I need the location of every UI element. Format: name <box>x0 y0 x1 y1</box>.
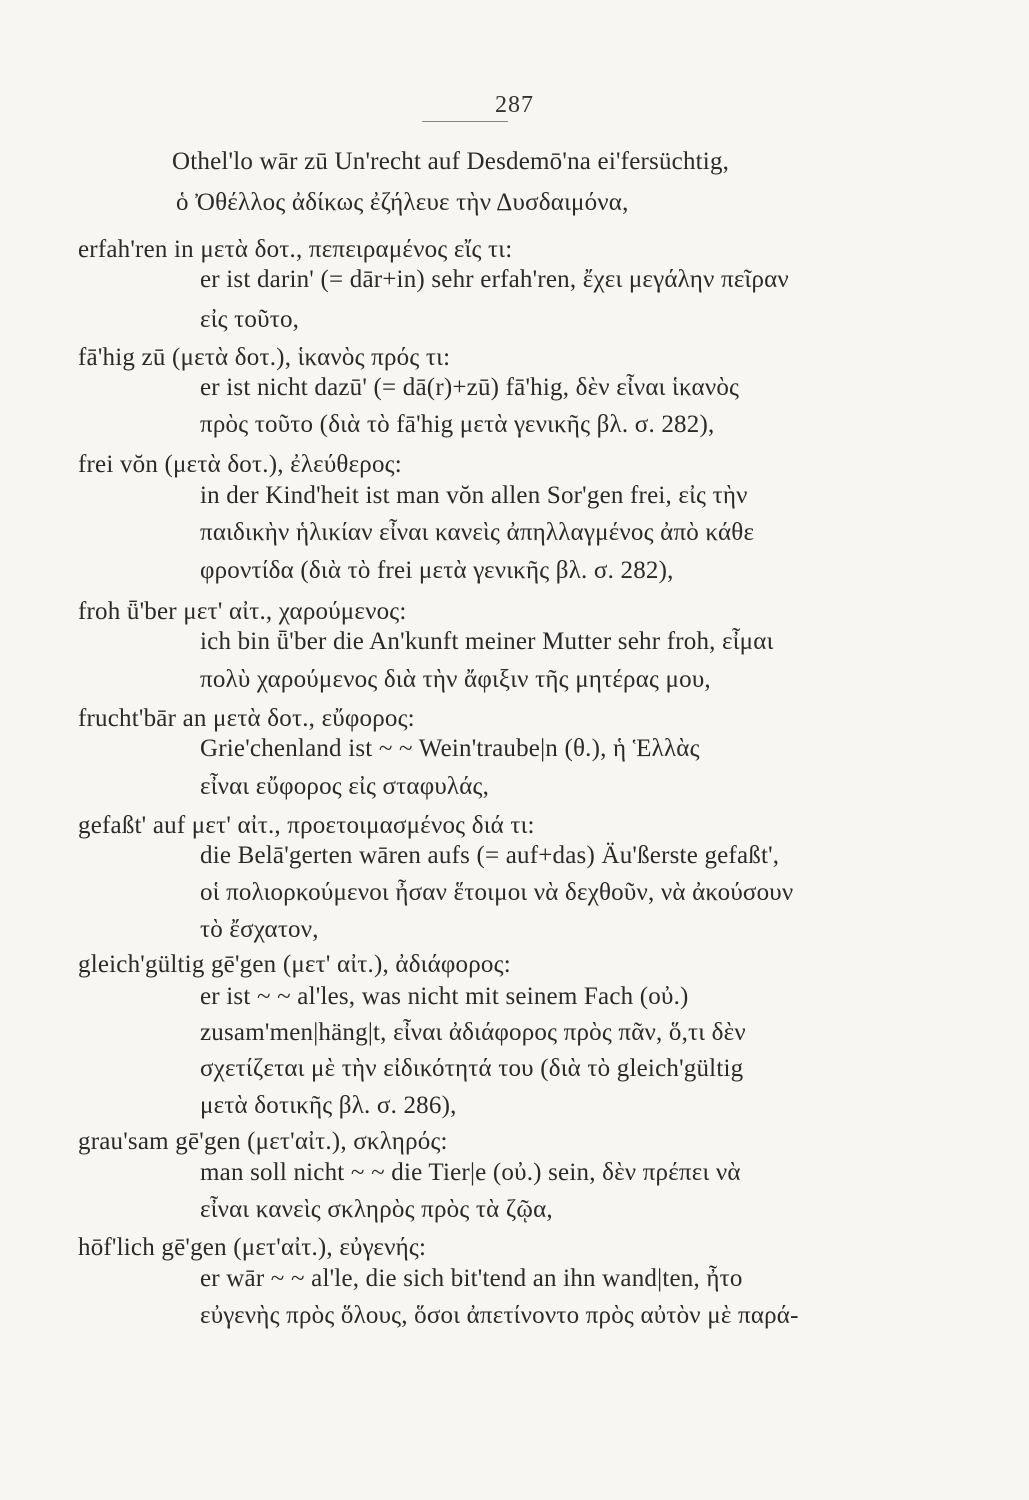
entry-headword-line: gefaßt' auf μετ' αἰτ., προετοιμασμένος διά τι: <box>78 812 535 839</box>
entry-headword-line: erfah'ren in μετὰ δοτ., πεπειραμένος εἴς τι: <box>78 236 513 263</box>
example-line: οἱ πολιορκούμενοι ἦσαν ἕτοιμοι νὰ δεχθοῦν, νὰ ἀκούσουν <box>200 879 794 906</box>
example-line: er wār ~ ~ al'le, die sich bit'tend an ihn wand|ten, ἦτο <box>200 1265 743 1292</box>
entry-headword-line: grau'sam gē'gen (μετ'αἰτ.), σκληρός: <box>78 1128 448 1155</box>
entry-line: Othel'lo wār zū Un'recht auf Desdemō'na ei'fersüchtig, <box>172 148 730 175</box>
entry-headword-line: fā'hig zū (μετὰ δοτ.), ἱκανὸς πρός τι: <box>78 344 451 371</box>
example-line: die Belā'gerten wāren aufs (= auf+das) Äu'ßerste gefaßt', <box>200 842 780 869</box>
example-line: πολὺ χαρούμενος διὰ τὴν ἄφιξιν τῆς μητέρας μου, <box>200 666 711 693</box>
example-line: zusam'men|häng|t, εἶναι ἀδιάφορος πρὸς πᾶν, ὅ,τι δὲν <box>200 1019 746 1046</box>
example-line: σχετίζεται μὲ τὴν εἰδικότητά του (διὰ τὸ gleich'gültig <box>200 1055 744 1082</box>
page-number: 287 <box>495 92 534 118</box>
translation-line: ὁ Ὀθέλλος ἀδίκως ἐζήλευε τὴν Δυσδαιμόνα, <box>176 189 629 216</box>
example-line: er ist nicht dazū' (= dā(r)+zū) fā'hig, δὲν εἶναι ἱκανὸς <box>200 374 740 401</box>
page-number-rule <box>422 121 508 122</box>
entry-headword-line: frucht'bār an μετὰ δοτ., εὔφορος: <box>78 705 415 732</box>
example-line: man soll nicht ~ ~ die Tier|e (οὐ.) sein, δὲν πρέπει νὰ <box>200 1159 741 1186</box>
entry-headword-line: gleich'gültig gē'gen (μετ' αἰτ.), ἀδιάφορος: <box>78 951 511 978</box>
example-line: μετὰ δοτικῆς βλ. σ. 286), <box>200 1092 457 1119</box>
example-line: ich bin ǖ'ber die An'kunft meiner Mutter sehr froh, εἶμαι <box>200 628 774 655</box>
entry-headword-line: hōf'lich gē'gen (μετ'αἰτ.), εὐγενής: <box>78 1234 427 1261</box>
example-line: εἰς τοῦτο, <box>200 306 300 333</box>
example-line: in der Kind'heit ist man vŏn allen Sor'gen frei, εἰς τὴν <box>200 482 748 509</box>
example-line: τὸ ἔσχατον, <box>200 916 319 943</box>
example-line: παιδικὴν ἡλικίαν εἶναι κανεὶς ἀπηλλαγμένος ἀπὸ κάθε <box>200 519 755 546</box>
example-line: φροντίδα (διὰ τὸ frei μετὰ γενικῆς βλ. σ. 282), <box>200 557 674 584</box>
example-line: Grie'chenland ist ~ ~ Wein'traube|n (θ.), ἡ Ἑλλὰς <box>200 735 700 762</box>
example-line: εἶναι κανεὶς σκληρὸς πρὸς τὰ ζῷα, <box>200 1196 553 1223</box>
example-line: πρὸς τοῦτο (διὰ τὸ fā'hig μετὰ γενικῆς βλ. σ. 282), <box>200 411 715 438</box>
example-line: εὐγενὴς πρὸς ὅλους, ὅσοι ἀπετίνοντο πρὸς αὐτὸν μὲ παρά- <box>200 1302 799 1329</box>
example-line: εἶναι εὔφορος εἰς σταφυλάς, <box>200 773 490 800</box>
entry-headword-line: frei vŏn (μετὰ δοτ.), ἐλεύθερος: <box>78 451 402 478</box>
example-line: er ist darin' (= dār+in) sehr erfah'ren, ἔχει μεγάλην πεῖραν <box>200 266 789 293</box>
entry-headword-line: froh ǖ'ber μετ' αἰτ., χαρούμενος: <box>78 598 407 625</box>
example-line: er ist ~ ~ al'les, was nicht mit seinem Fach (οὐ.) <box>200 983 689 1010</box>
